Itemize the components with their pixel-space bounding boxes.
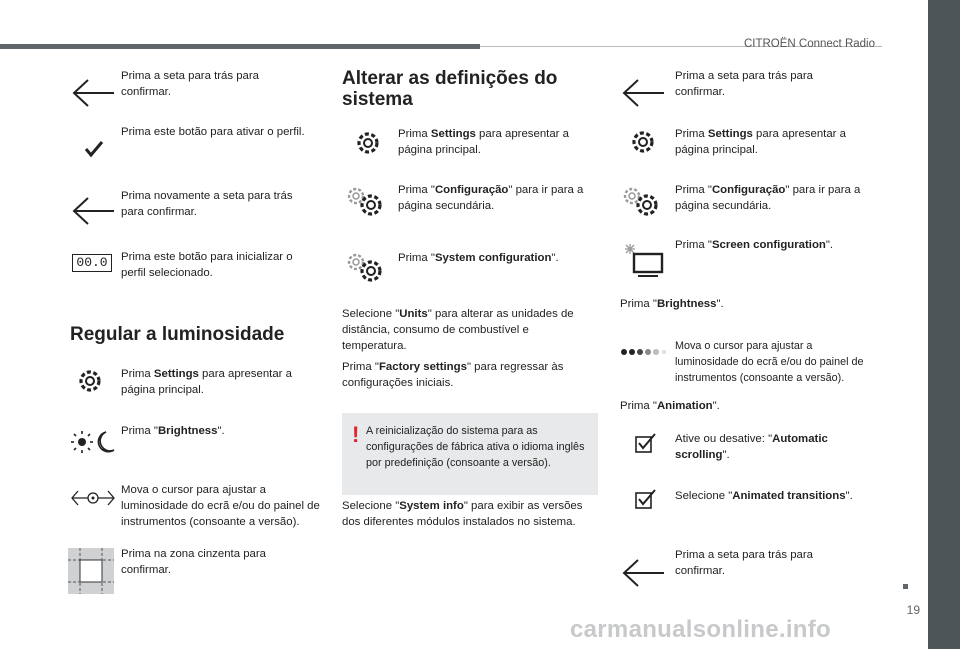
col3-step-animation: Prima "Animation". xyxy=(620,400,720,412)
col2-step-system-config: Prima "System configuration". xyxy=(398,252,559,264)
col1-item-back-again: Prima novamente a seta para trás para confirmar. xyxy=(121,190,293,218)
grey-zone-icon xyxy=(68,548,114,594)
side-tab xyxy=(928,0,960,649)
col3-step-configuracao: Prima "Configuração" para ir para a página secundária. xyxy=(675,184,861,212)
col1-step-slider: Mova o cursor para ajustar a luminosidade do ecrã e/ou do painel de instrumentos (consoante a versão). xyxy=(121,484,320,528)
screen-configuration-icon xyxy=(622,242,666,278)
warning-icon: ! xyxy=(352,422,360,447)
page-marker xyxy=(903,584,908,589)
warning-note-text: A reinicialização do sistema para as configurações de fábrica ativa o idioma inglês por predefinição (consoante a versão). xyxy=(366,425,585,469)
back-arrow-icon xyxy=(70,78,116,108)
col2-para-units: Selecione "Units" para alterar as unidades de distância, consumo de combustível e temperatura. xyxy=(342,308,574,352)
col2-step-settings: Prima Settings para apresentar a página principal. xyxy=(398,128,569,156)
back-arrow-icon xyxy=(70,196,116,226)
reset-button-icon: 00.0 xyxy=(72,254,112,272)
settings-icon xyxy=(629,128,657,156)
col1-item-back: Prima a seta para trás para confirmar. xyxy=(121,70,260,98)
warning-note xyxy=(342,413,598,495)
page-header: CITROËN Connect Radio xyxy=(743,38,875,50)
system-configuration-icon xyxy=(344,250,386,286)
col3-step-brightness: Prima "Brightness". xyxy=(620,298,724,310)
col3-step-slider: Mova o cursor para ajustar a luminosidade do ecrã e/ou do painel de instrumentos (consoante a versão). xyxy=(675,340,864,384)
col3-step-settings: Prima Settings para apresentar a página principal. xyxy=(675,128,846,156)
col1-item-activate: Prima este botão para ativar o perfil. xyxy=(121,126,305,138)
settings-icon xyxy=(76,367,104,395)
col3-step-screen-config: Prima "Screen configuration". xyxy=(675,239,834,251)
checkbox-icon xyxy=(634,488,658,510)
col2-para-system-info: Selecione "System info" para exibir as versões dos diferentes módulos instalados no sistema. xyxy=(342,500,583,528)
check-icon xyxy=(84,140,104,158)
header-rule xyxy=(0,44,480,49)
section-title-brightness: Regular a luminosidade xyxy=(70,324,285,345)
col3-step-transitions: Selecione "Animated transitions". xyxy=(675,490,853,502)
col1-step-confirm: Prima na zona cinzenta para confirmar. xyxy=(121,548,266,576)
slider-icon xyxy=(70,486,116,510)
back-arrow-icon xyxy=(620,558,666,588)
page-number: 19 xyxy=(906,603,920,617)
brightness-icon xyxy=(70,428,116,456)
brightness-level-icon xyxy=(620,346,666,358)
col3-step-auto-scroll: Ative ou desative: "Automatic scrolling". xyxy=(675,433,828,461)
checkbox-icon xyxy=(634,432,658,454)
configuration-icon xyxy=(620,184,662,220)
configuration-icon xyxy=(344,184,386,220)
col2-para-factory: Prima "Factory settings" para regressar às configurações iniciais. xyxy=(342,361,564,389)
col2-step-configuracao: Prima "Configuração" para ir para a página secundária. xyxy=(398,184,584,212)
section-title-system: Alterar as definições do sistema xyxy=(342,68,558,110)
col1-item-reset: Prima este botão para inicializar o perfil selecionado. xyxy=(121,251,293,279)
col3-item-back: Prima a seta para trás para confirmar. xyxy=(675,70,814,98)
settings-icon xyxy=(354,129,382,157)
col3-item-back-final: Prima a seta para trás para confirmar. xyxy=(675,549,814,577)
col1-step-settings: Prima Settings para apresentar a página principal. xyxy=(121,368,292,396)
back-arrow-icon xyxy=(620,78,666,108)
col1-step-brightness: Prima "Brightness". xyxy=(121,425,225,437)
watermark: carmanualsonline.info xyxy=(570,616,832,643)
